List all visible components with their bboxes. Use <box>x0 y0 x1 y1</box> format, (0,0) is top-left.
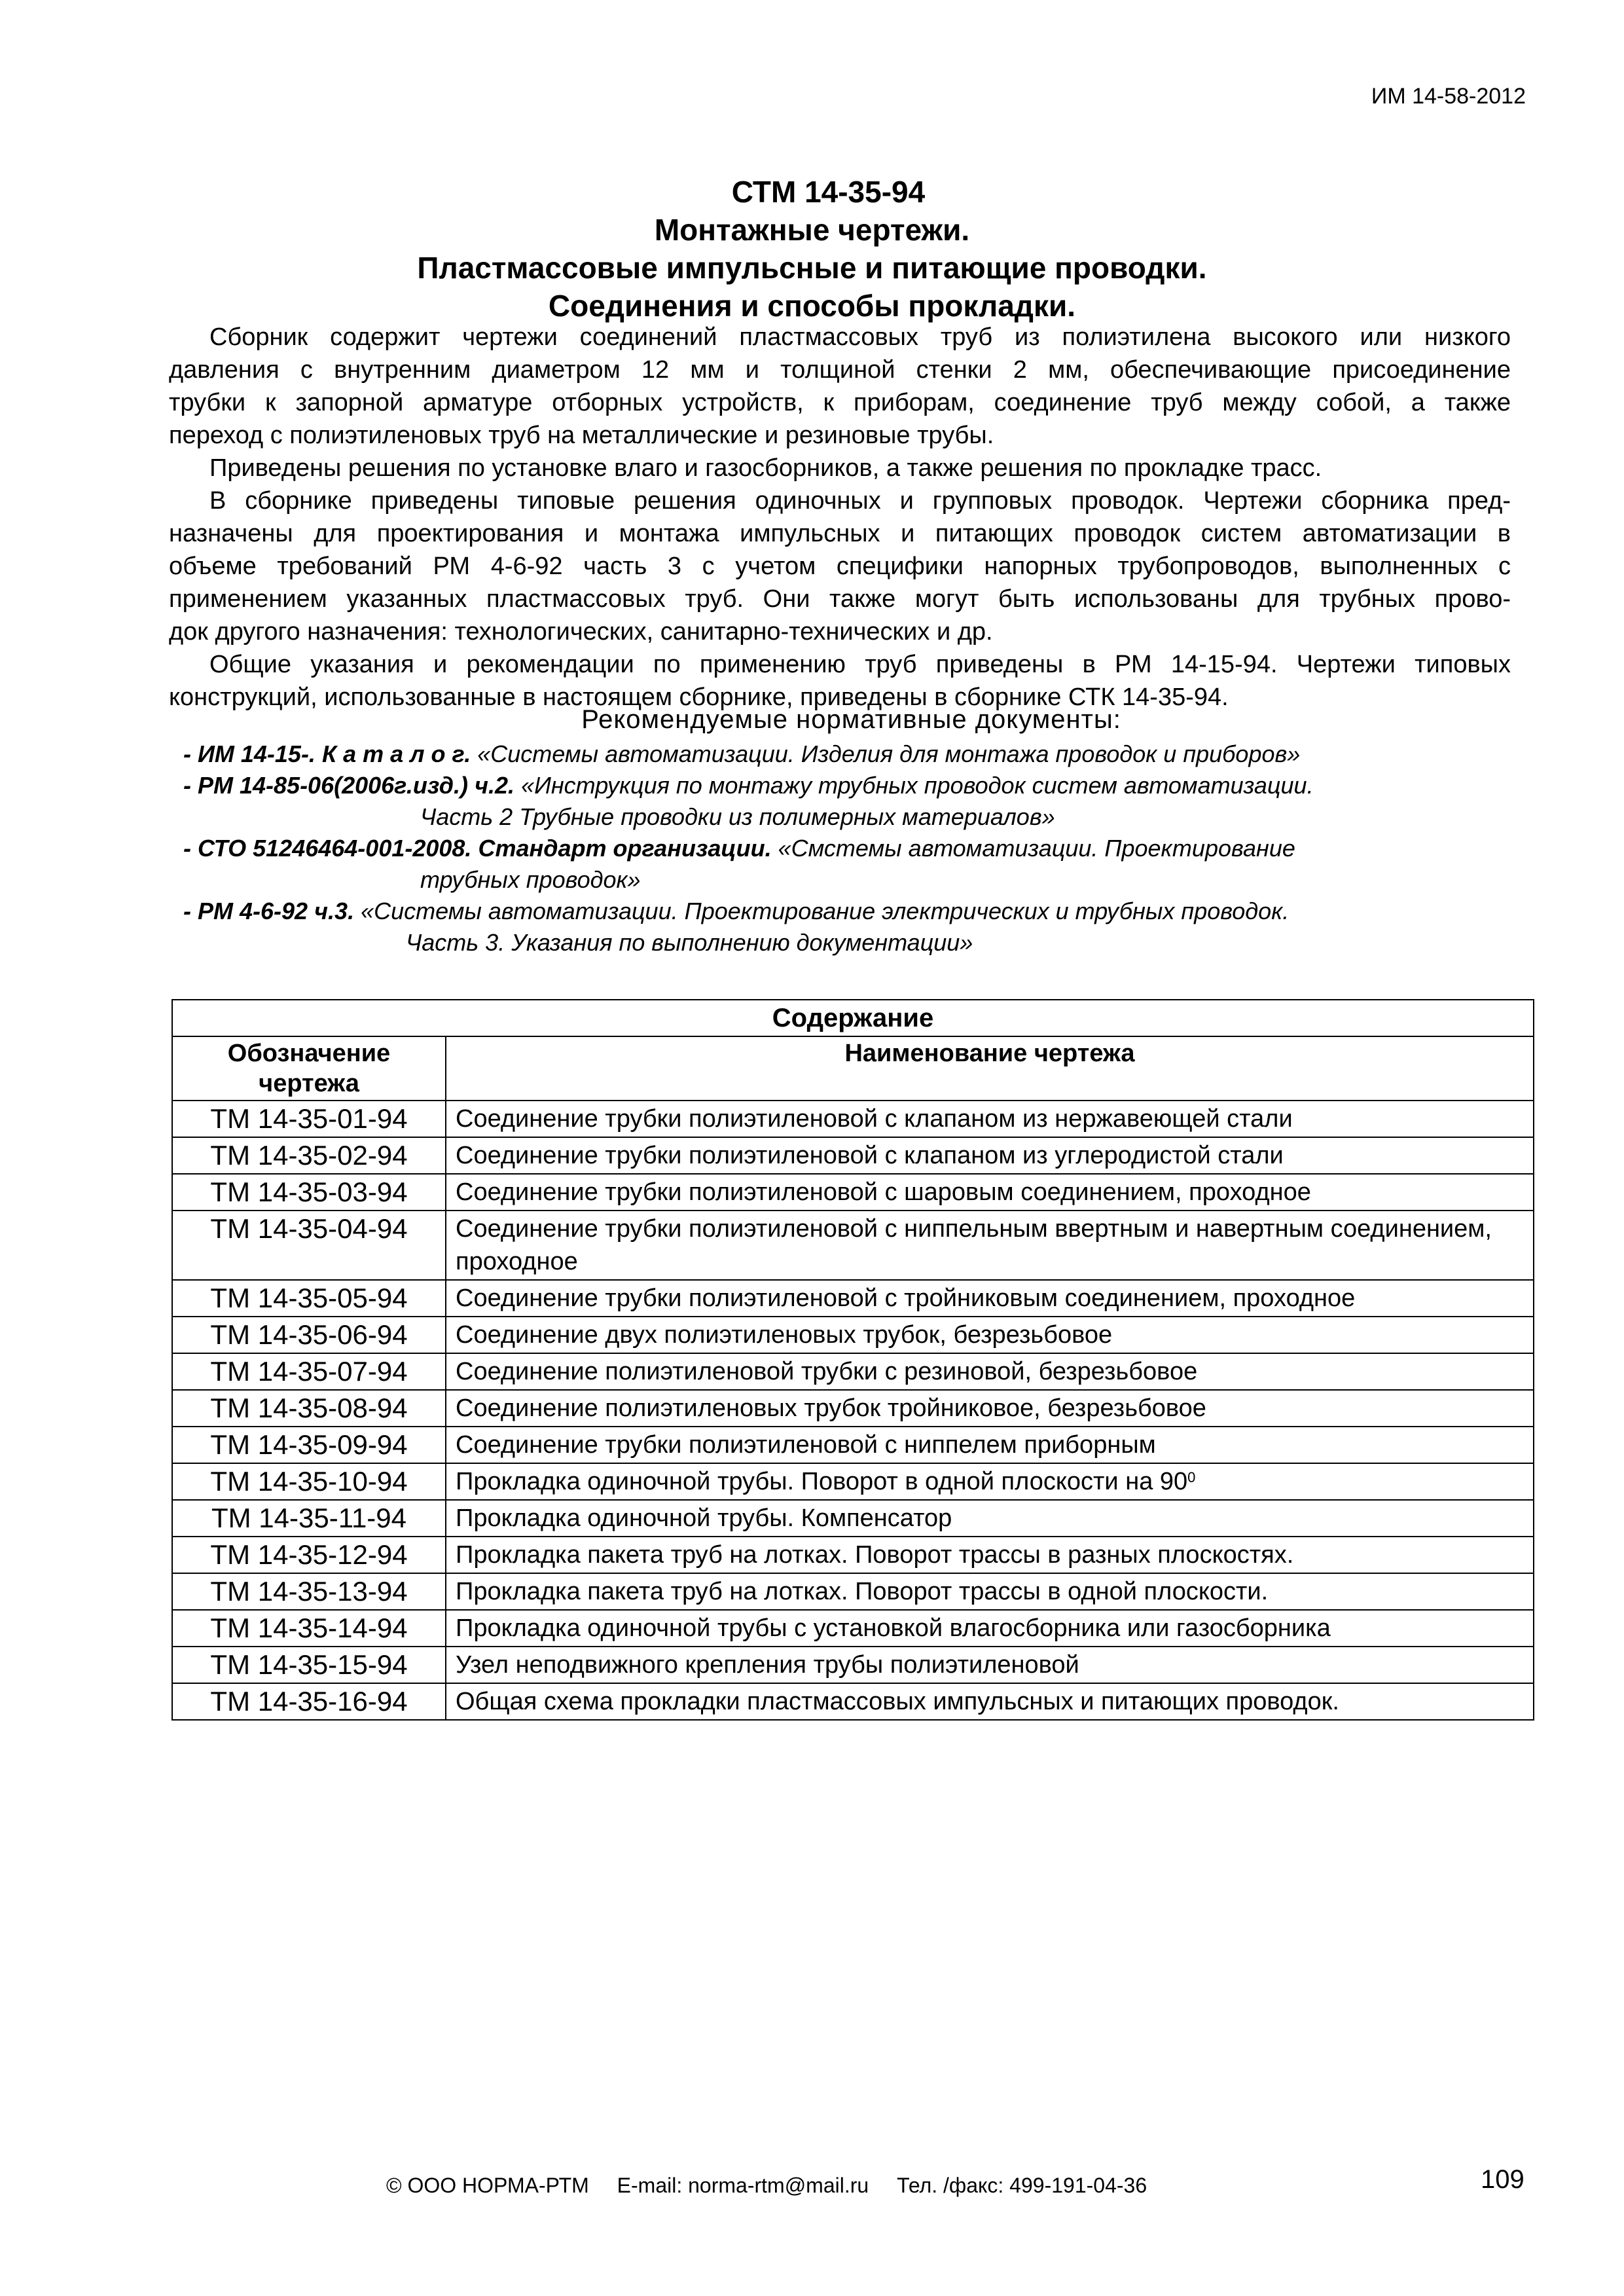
footer <box>386 2174 1169 2198</box>
drawing-name-text: Соединение полиэтиленовых трубок тройниковое, безрезьбовое <box>456 1394 1206 1422</box>
table-row <box>172 1174 1534 1211</box>
paragraph-line: применением указанных пластмассовых труб. Они также могут быть использованы для трубных прово- <box>169 585 1511 613</box>
drawing-name <box>446 1280 1534 1317</box>
page-number: 109 <box>1481 2165 1525 2194</box>
drawing-name-text: Узел неподвижного крепления трубы полиэтиленовой <box>456 1651 1079 1679</box>
reference-continuation: Часть 3. Указания по выполнению документации» <box>406 929 973 956</box>
document-code: ИМ 14-58-2012 <box>1371 84 1526 109</box>
reference-code: - РМ 4-6-92 ч.3. <box>183 898 355 924</box>
drawing-name-text: Соединение полиэтиленовой трубки с резиновой, безрезьбовое <box>456 1358 1198 1385</box>
drawing-name <box>446 1683 1534 1720</box>
drawing-name <box>446 1610 1534 1647</box>
drawing-name <box>446 1427 1534 1463</box>
table-row <box>172 1353 1534 1390</box>
table-row <box>172 1101 1534 1137</box>
reference-list <box>183 738 1525 958</box>
drawing-code: ТМ 14-35-16-94 <box>172 1683 446 1720</box>
drawing-code: ТМ 14-35-15-94 <box>172 1647 446 1683</box>
reference-item <box>183 738 1525 770</box>
paragraph-line: конструкций, использованные в настоящем сборнике, приведены в сборнике СТК 14-35-94. <box>169 683 1229 711</box>
drawing-name <box>446 1573 1534 1610</box>
drawing-code: ТМ 14-35-07-94 <box>172 1353 446 1390</box>
reference-text: «Системы автоматизации. Изделия для монтажа проводок и приборов» <box>471 740 1301 767</box>
paragraph-line: объеме требований РМ 4-6-92 часть 3 с учетом специфики напорных трубопроводов, выполненных с <box>169 553 1511 580</box>
standard-title: СТМ 14-35-94 <box>731 175 926 209</box>
drawing-name <box>446 1317 1534 1353</box>
drawing-code: ТМ 14-35-12-94 <box>172 1537 446 1573</box>
reference-text: «Системы автоматизации. Проектирование электрических и трубных проводок. <box>354 898 1290 924</box>
title-line-2: Монтажные чертежи. <box>654 213 970 247</box>
paragraph-line: назначены для проектирования и монтажа импульсных и питающих проводок систем автоматизации в <box>169 520 1511 547</box>
title-line-4: Соединения и способы прокладки. <box>548 289 1076 323</box>
table-row <box>172 1390 1534 1427</box>
drawing-name <box>446 1137 1534 1174</box>
drawing-name-text: Соединение трубки полиэтиленовой с ниппелем приборным <box>456 1431 1156 1459</box>
paragraph-line: Сборник содержит чертежи соединений пластмассовых труб из полиэтилена высокого или низкого <box>209 323 1511 351</box>
table-row <box>172 1137 1534 1174</box>
reference-continuation: Часть 2 Трубные проводки из полимерных материалов» <box>420 803 1055 830</box>
paragraph: Приведены решения по установке влаго и газосборников, а также решения по прокладке трасс. <box>209 454 1322 482</box>
reference-item <box>183 833 1525 896</box>
column-header-name: Наименование чертежа <box>446 1036 1534 1101</box>
reference-code: - ИМ 14-15-. К а т а л о г. <box>183 740 471 767</box>
reference-code: - СТО 51246464-001-2008. Стандарт организации. <box>183 835 772 862</box>
drawing-name-text: Прокладка пакета труб на лотках. Поворот трассы в одной плоскости. <box>456 1578 1269 1605</box>
contents-rows <box>172 1101 1534 1720</box>
drawing-name <box>446 1537 1534 1573</box>
table-row <box>172 1280 1534 1317</box>
paragraph-line: В сборнике приведены типовые решения одиночных и групповых проводок. Чертежи сборника пред- <box>209 487 1511 515</box>
drawing-code: ТМ 14-35-11-94 <box>172 1500 446 1537</box>
drawing-name <box>446 1647 1534 1683</box>
reference-text: «Смстемы автоматизации. Проектирование <box>771 835 1295 862</box>
table-row <box>172 1427 1534 1463</box>
table-row <box>172 1317 1534 1353</box>
drawing-code: ТМ 14-35-14-94 <box>172 1610 446 1647</box>
drawing-code: ТМ 14-35-10-94 <box>172 1463 446 1500</box>
table-row <box>172 1211 1534 1280</box>
drawing-name-text: Соединение трубки полиэтиленовой с клапаном из нержавеющей стали <box>456 1105 1293 1133</box>
contents-table <box>171 999 1534 1721</box>
footer-phone: Тел. /факс: 499-191-04-36 <box>897 2174 1147 2197</box>
paragraph-line: давления с внутренним диаметром 12 мм и толщиной стенки 2 мм, обеспечивающие присоединение <box>169 356 1511 384</box>
intro-text <box>169 321 1511 714</box>
degree-superscript: 0 <box>1187 1469 1196 1485</box>
recommended-docs-heading: Рекомендуемые нормативные документы: <box>581 705 1121 734</box>
drawing-name <box>446 1353 1534 1390</box>
drawing-name-text: Соединение трубки полиэтиленовой с ниппельным ввертным и навертным соединением, проходное <box>456 1215 1492 1275</box>
drawing-code: ТМ 14-35-09-94 <box>172 1427 446 1463</box>
table-row <box>172 1647 1534 1683</box>
table-row <box>172 1500 1534 1537</box>
drawing-code: ТМ 14-35-08-94 <box>172 1390 446 1427</box>
footer-company: © ООО НОРМА-РТМ <box>386 2174 589 2197</box>
drawing-name-text: Соединение двух полиэтиленовых трубок, безрезьбовое <box>456 1321 1113 1349</box>
footer-email: E-mail: norma-rtm@mail.ru <box>617 2174 869 2197</box>
drawing-code: ТМ 14-35-01-94 <box>172 1101 446 1137</box>
reference-text: «Инструкция по монтажу трубных проводок систем автоматизации. <box>514 772 1314 799</box>
table-row <box>172 1573 1534 1610</box>
table-row <box>172 1683 1534 1720</box>
drawing-name <box>446 1500 1534 1537</box>
drawing-name <box>446 1174 1534 1211</box>
drawing-name-text: Прокладка одиночной трубы. Компенсатор <box>456 1504 952 1532</box>
drawing-name <box>446 1463 1534 1500</box>
drawing-name-text: Соединение трубки полиэтиленовой с тройниковым соединением, проходное <box>456 1285 1356 1312</box>
drawing-name-text: Прокладка пакета труб на лотках. Поворот трассы в разных плоскостях. <box>456 1541 1294 1569</box>
drawing-name-text: Общая схема прокладки пластмассовых импульсных и питающих проводок. <box>456 1688 1339 1715</box>
reference-code: - РМ 14-85-06(2006г.изд.) ч.2. <box>183 772 515 799</box>
drawing-code: ТМ 14-35-03-94 <box>172 1174 446 1211</box>
paragraph-line: док другого назначения: технологических, санитарно-технических и др. <box>169 618 993 646</box>
column-header-code: Обозначение чертежа <box>172 1036 446 1101</box>
paragraph-line: трубки к запорной арматуре отборных устройств, к приборам, соединение труб между собой, а также <box>169 389 1511 416</box>
reference-item <box>183 770 1525 833</box>
drawing-name <box>446 1211 1534 1280</box>
title-line-3: Пластмассовые импульсные и питающие проводки. <box>417 251 1207 285</box>
table-row <box>172 1463 1534 1500</box>
drawing-name-text: Соединение трубки полиэтиленовой с клапаном из углеродистой стали <box>456 1142 1284 1169</box>
drawing-code: ТМ 14-35-06-94 <box>172 1317 446 1353</box>
drawing-code: ТМ 14-35-13-94 <box>172 1573 446 1610</box>
reference-continuation: трубных проводок» <box>420 866 641 893</box>
drawing-name <box>446 1101 1534 1137</box>
drawing-code: ТМ 14-35-02-94 <box>172 1137 446 1174</box>
paragraph-line: переход с полиэтиленовых труб на металлические и резиновые трубы. <box>169 422 994 449</box>
drawing-code: ТМ 14-35-05-94 <box>172 1280 446 1317</box>
drawing-name <box>446 1390 1534 1427</box>
paragraph-line: Общие указания и рекомендации по применению труб приведены в РМ 14-15-94. Чертежи типовых <box>209 651 1511 678</box>
contents-caption: Содержание <box>172 1000 1534 1036</box>
table-row <box>172 1610 1534 1647</box>
table-row <box>172 1537 1534 1573</box>
drawing-code: ТМ 14-35-04-94 <box>172 1211 446 1280</box>
drawing-name-text: Прокладка одиночной трубы с установкой влагосборника или газосборника <box>456 1614 1331 1642</box>
title-block <box>0 173 1624 325</box>
drawing-name-text: Соединение трубки полиэтиленовой с шаровым соединением, проходное <box>456 1178 1311 1206</box>
reference-item <box>183 896 1525 958</box>
drawing-name-text: Прокладка одиночной трубы. Поворот в одной плоскости на 90 <box>456 1468 1188 1495</box>
